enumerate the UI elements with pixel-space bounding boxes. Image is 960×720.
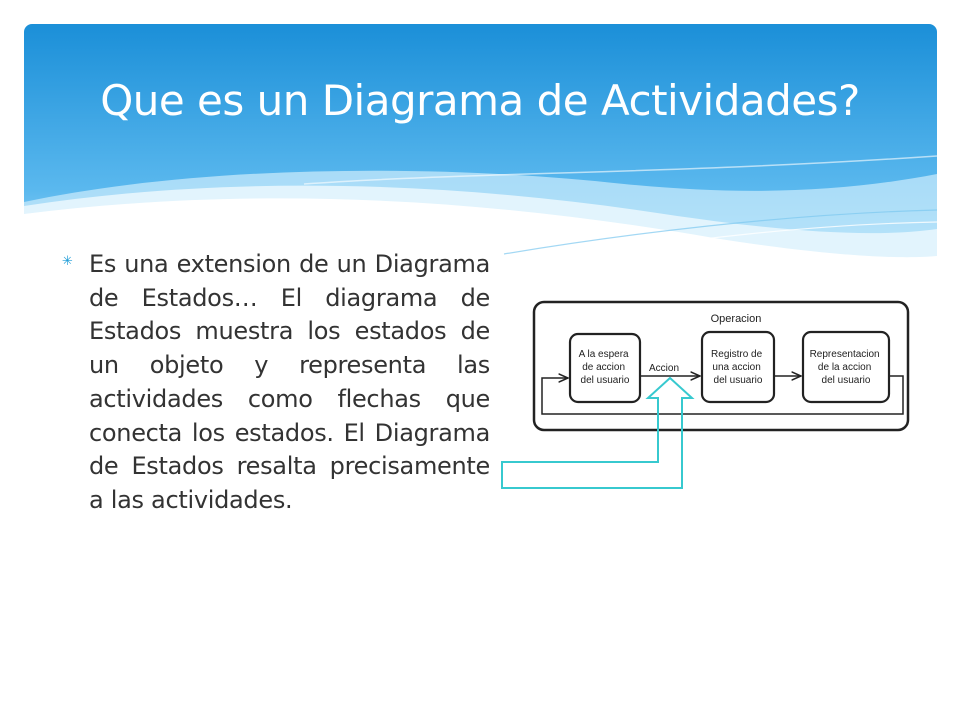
operation-label: Operacion <box>710 313 762 325</box>
header-wave-graphic <box>24 24 937 260</box>
state-representation-label: Representacion de la accion del usuario <box>809 349 880 386</box>
bullet-text: Es una extension de un Diagrama de Estados… El diagrama de Estados muestra los estados de un objeto y representa las actividades como flechas que conecta los estados. El Diagrama de Estados resalta precisamente a las actividades. <box>89 250 490 514</box>
bullet-list-item <box>62 248 490 518</box>
slide-title: Que es un Diagrama de Actividades? <box>100 76 860 125</box>
state-register-label: Registro de una accion del usuario <box>711 349 763 386</box>
slide-header-banner <box>24 24 937 260</box>
transition-label: Accion <box>648 363 680 374</box>
activity-state-diagram <box>500 292 920 502</box>
asterisk-bullet-icon: ✳ <box>62 254 73 269</box>
state-waiting-label: A la espera de accion del usuario <box>578 349 630 386</box>
